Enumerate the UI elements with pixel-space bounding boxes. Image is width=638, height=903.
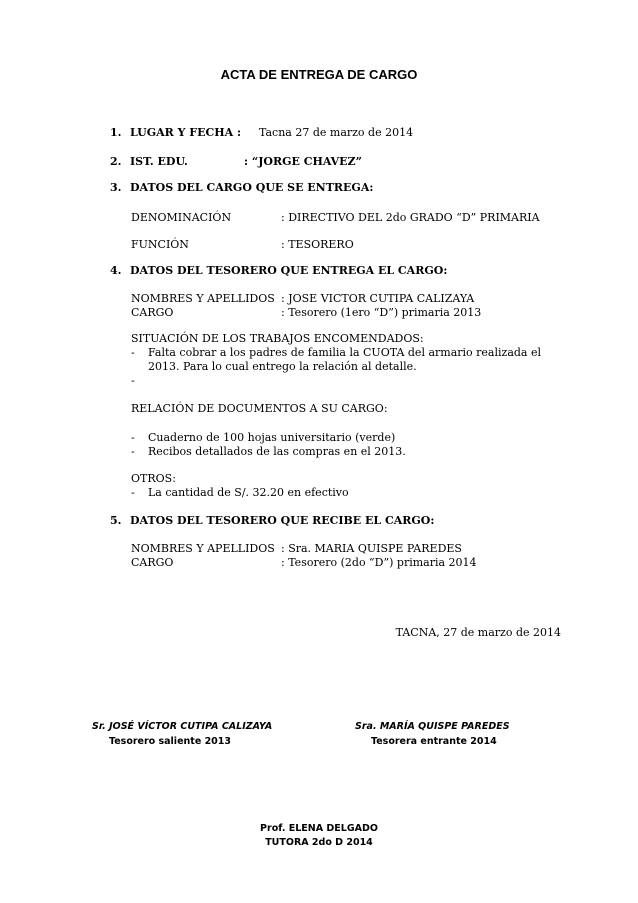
situacion-dash-empty: - [131,374,135,387]
situacion-dash: - [131,346,135,359]
otros-1-dash: - [131,486,135,499]
signature-right-name: Sra. MARÍA QUISPE PAREDES [355,721,510,732]
entrega-cargo-label: CARGO [131,306,174,319]
situacion-line-2: 2013. Para lo cual entrego la relación al detalle. [148,360,417,373]
signature-bottom-name: Prof. ELENA DELGADO [260,823,378,834]
section-5-label: DATOS DEL TESORERO QUE RECIBE EL CARGO: [130,514,435,527]
section-4-label: DATOS DEL TESORERO QUE ENTREGA EL CARGO: [130,264,448,277]
section-5-number: 5. [110,514,122,527]
doc-2-dash: - [131,445,135,458]
section-3-label: DATOS DEL CARGO QUE SE ENTREGA: [130,181,374,194]
recibe-cargo-label: CARGO [131,556,174,569]
signature-left-name: Sr. JOSÉ VÍCTOR CUTIPA CALIZAYA [92,721,273,732]
entrega-cargo-value: : Tesorero (1ero “D”) primaria 2013 [281,306,482,319]
relacion-heading: RELACIÓN DE DOCUMENTOS A SU CARGO: [131,402,388,415]
page-title: ACTA DE ENTREGA DE CARGO [220,67,418,82]
section-1-number: 1. [110,126,122,139]
signature-bottom-role: TUTORA 2do D 2014 [265,837,373,848]
section-3-number: 3. [110,181,122,194]
section-1-value: Tacna 27 de marzo de 2014 [259,126,414,139]
place-date: TACNA, 27 de marzo de 2014 [395,626,561,639]
section-1-label: LUGAR Y FECHA : [130,126,242,139]
funcion-value: : TESORERO [281,238,354,251]
entrega-names-value: : JOSE VICTOR CUTIPA CALIZAYA [281,292,475,305]
denominacion-value: : DIRECTIVO DEL 2do GRADO “D” PRIMARIA [281,211,540,224]
doc-1-dash: - [131,431,135,444]
otros-heading: OTROS: [131,472,176,485]
recibe-names-label: NOMBRES Y APELLIDOS [131,542,275,555]
section-4-number: 4. [110,264,122,277]
funcion-label: FUNCIÓN [131,238,189,251]
section-2-value: : “JORGE CHAVEZ” [244,155,362,168]
denominacion-label: DENOMINACIÓN [131,211,232,224]
recibe-cargo-value: : Tesorero (2do “D”) primaria 2014 [281,556,477,569]
otros-1: La cantidad de S/. 32.20 en efectivo [148,486,349,499]
situacion-heading: SITUACIÓN DE LOS TRABAJOS ENCOMENDADOS: [131,332,424,345]
signature-left-role: Tesorero saliente 2013 [109,736,232,747]
entrega-names-label: NOMBRES Y APELLIDOS [131,292,275,305]
section-2-label: IST. EDU. [130,155,188,168]
situacion-line-1: Falta cobrar a los padres de familia la CUOTA del armario realizada el [148,346,541,359]
doc-1: Cuaderno de 100 hojas universitario (verde) [148,431,396,444]
doc-2: Recibos detallados de las compras en el 2013. [148,445,406,458]
recibe-names-value: : Sra. MARIA QUISPE PAREDES [281,542,462,555]
signature-right-role: Tesorera entrante 2014 [371,736,497,747]
section-2-number: 2. [110,155,122,168]
